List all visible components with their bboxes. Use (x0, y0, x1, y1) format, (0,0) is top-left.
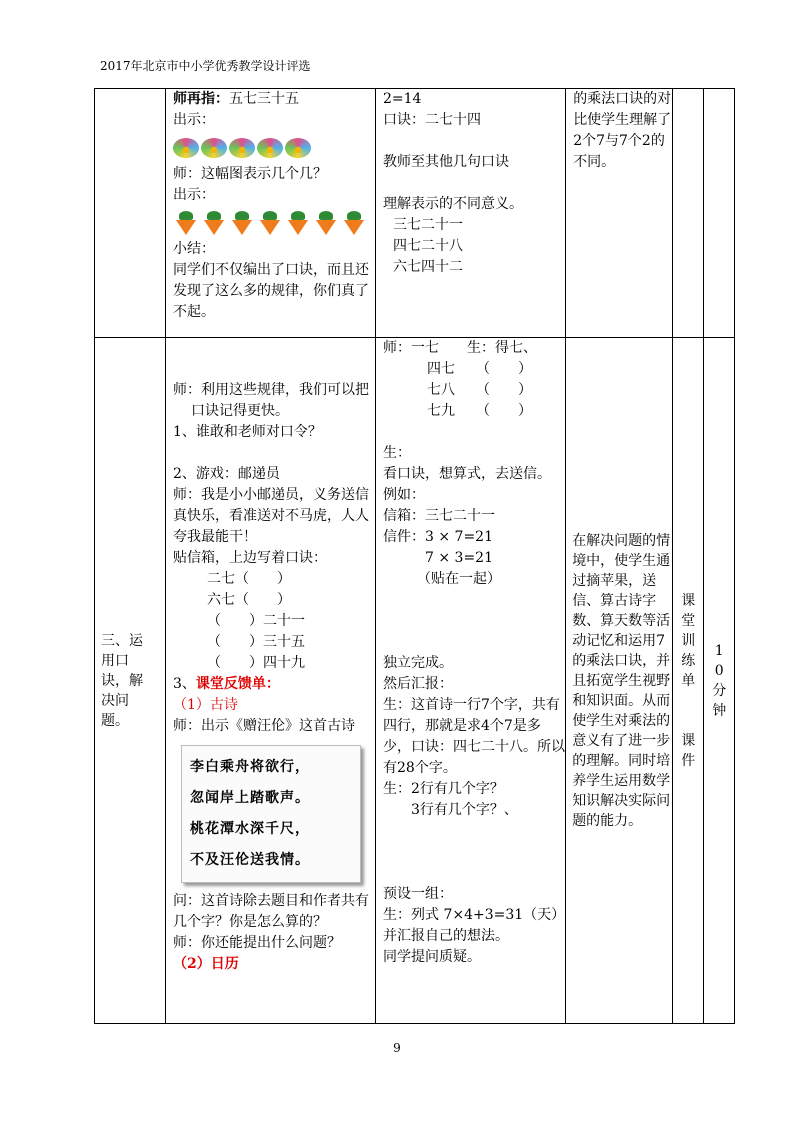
spacer (383, 842, 565, 863)
drill-line: 师：一七 生：得七、 (383, 340, 537, 356)
student-activity-cell (376, 338, 586, 1024)
poem-line: 忽闻岸上踏歌声。 (190, 790, 310, 806)
spacer (383, 590, 565, 611)
resource-cell (673, 89, 704, 338)
line (173, 89, 375, 110)
line: 独立完成。 (383, 655, 453, 671)
question: 师：这幅图表示几个几？ (173, 166, 327, 182)
teacher-activity-cell (166, 338, 376, 1024)
show-label: 出示： (173, 187, 215, 203)
carrot-icon (229, 211, 255, 235)
stage-cell (95, 338, 166, 1024)
spacer (383, 632, 565, 653)
resource-label: 课件 (681, 732, 696, 769)
carrot-icon (285, 211, 311, 235)
summary-text: 同学们不仅编出了口诀，而且还发现了这么多的规律，你们真了不起。 (173, 262, 369, 320)
teacher-activity-cell (166, 89, 376, 338)
lesson-plan-table (94, 88, 735, 1024)
design-intent-cell (566, 338, 673, 1024)
question-text: 问：这首诗除去题目和作者共有几个字？你是怎么算的？ (173, 893, 369, 930)
spacer (383, 611, 565, 632)
item: 2、游戏：邮递员 (173, 466, 280, 482)
line: 同学提问质疑。 (383, 949, 481, 965)
line: 口诀：二七十四 (383, 112, 481, 128)
blank-item: （ ）二十一 (207, 613, 305, 629)
poem-line: 李白乘舟将欲行， (190, 759, 310, 775)
spacer (173, 443, 375, 464)
line: 并汇报自己的想法。 (383, 928, 509, 944)
resource-cell (673, 338, 704, 1024)
line: 3行有几个字？、 (411, 802, 518, 818)
carrot-icon (313, 211, 339, 235)
line: 预设一组： (383, 886, 453, 902)
formula-line: 六七四十二 (393, 259, 463, 275)
line: 生：2行有几个字？ (383, 781, 504, 797)
poem-line: 桃花潭水深千尺， (190, 821, 310, 837)
carrot-icon (341, 211, 367, 235)
show-label: 出示： (173, 112, 215, 128)
game-text: 师：我是小小邮递员，义务送信真快乐，看准送对不马虎，人人夸我最能干！ (173, 487, 369, 545)
item: 1、谁敢和老师对口令？ (173, 424, 322, 440)
resource-label: 课堂训练单 (681, 592, 696, 689)
flower-icon (201, 138, 227, 158)
spacer (173, 338, 375, 359)
spacer (383, 422, 565, 443)
carrot-icon (201, 211, 227, 235)
poem-intro: 师：出示《赠汪伦》这首古诗 (173, 718, 355, 734)
line (383, 131, 565, 152)
student-activity-cell (376, 89, 566, 338)
spacer (383, 863, 565, 884)
table-row (95, 338, 735, 1024)
line: 信箱：三七二十一 (383, 508, 495, 524)
drill-line: 四七 （ ） (427, 361, 532, 377)
blank-item: （ ）三十五 (207, 634, 305, 650)
intent-text: 的乘法口诀的对比使学生理解了2个7与7个2的不同。 (573, 91, 672, 170)
blank-item: 二七（ ） (207, 571, 291, 587)
line: 7 × 3=21 (425, 550, 493, 566)
blank-item: 六七（ ） (207, 592, 291, 608)
line: 信件：3 × 7=21 (383, 529, 493, 545)
line: （贴在一起） (417, 571, 501, 587)
bold-label: 师再指： (173, 91, 229, 107)
carrot-picture (173, 209, 375, 236)
intent-text: 在解决问题的情境中，使学生通过摘苹果，送信、算古诗字数、算天数等活动记忆和运用7的乘法口诀，并且拓宽学生视野和知识面。从而使学生对乘法的意义有了进一步的理解。同时培养学生运用数学知识解决实际问题的能力。 (572, 532, 671, 829)
design-intent-cell (566, 89, 673, 338)
time-label: 10分钟 (712, 642, 727, 719)
stage-title: 三、运用口诀，解决问题。 (101, 632, 143, 729)
table-row (95, 89, 735, 338)
line: 理解表示的不同意义。 (383, 196, 523, 212)
formula-line: 三七二十一 (393, 217, 463, 233)
line (383, 173, 565, 194)
carrot-icon (173, 211, 199, 235)
calendar-label: （2）日历 (173, 956, 239, 972)
text: 五七三十五 (229, 91, 299, 107)
blank-item: （ ）四十九 (207, 655, 305, 671)
mailbox-text: 贴信箱，上边写着口诀： (173, 550, 327, 566)
line: 看口诀，想算式，去送信。 例如： (383, 466, 586, 503)
spacer (173, 359, 375, 380)
formula-line: 四七二十八 (393, 238, 463, 254)
line: 生：列式 7×4+3=31（天） (383, 907, 566, 923)
question-text: 师：你还能提出什么问题？ (173, 935, 341, 951)
spacer (673, 691, 703, 731)
line: 2=14 (383, 91, 422, 107)
summary-label: 小结： (173, 241, 215, 257)
poem-line: 不及汪伦送我情。 (190, 852, 310, 868)
carrot-icon (257, 211, 283, 235)
answer-text: 生：这首诗一行7个字，共有四行，那就是求4个7是多少，口诀：四七二十八。所以有28个字。 (383, 697, 565, 776)
flower-icon (257, 138, 283, 158)
flower-icon (285, 138, 311, 158)
flower-picture (173, 134, 375, 161)
page-number: 9 (393, 1041, 401, 1055)
line: 然后汇报： (383, 676, 453, 692)
drill-line: 七九 （ ） (427, 403, 532, 419)
line: 生： (383, 445, 411, 461)
stage-cell-empty (95, 89, 166, 338)
time-cell (704, 338, 735, 1024)
poem-image (181, 745, 361, 883)
feedback-label: 课堂反馈单： (195, 676, 280, 692)
line: 教师至其他几句口诀 (383, 154, 509, 170)
flower-icon (229, 138, 255, 158)
flower-icon (173, 138, 199, 158)
document-header: 2017年北京市中小学优秀教学设计评选 (100, 59, 311, 73)
line: 口诀记得更快。 (191, 403, 289, 419)
line (173, 674, 375, 695)
time-cell (704, 89, 735, 338)
drill-line: 七八 （ ） (427, 382, 532, 398)
poem-label: （1）古诗 (173, 697, 238, 713)
spacer (383, 821, 565, 842)
item-number: 3、 (173, 676, 196, 692)
line: 师：利用这些规律，我们可以把 (173, 382, 369, 398)
